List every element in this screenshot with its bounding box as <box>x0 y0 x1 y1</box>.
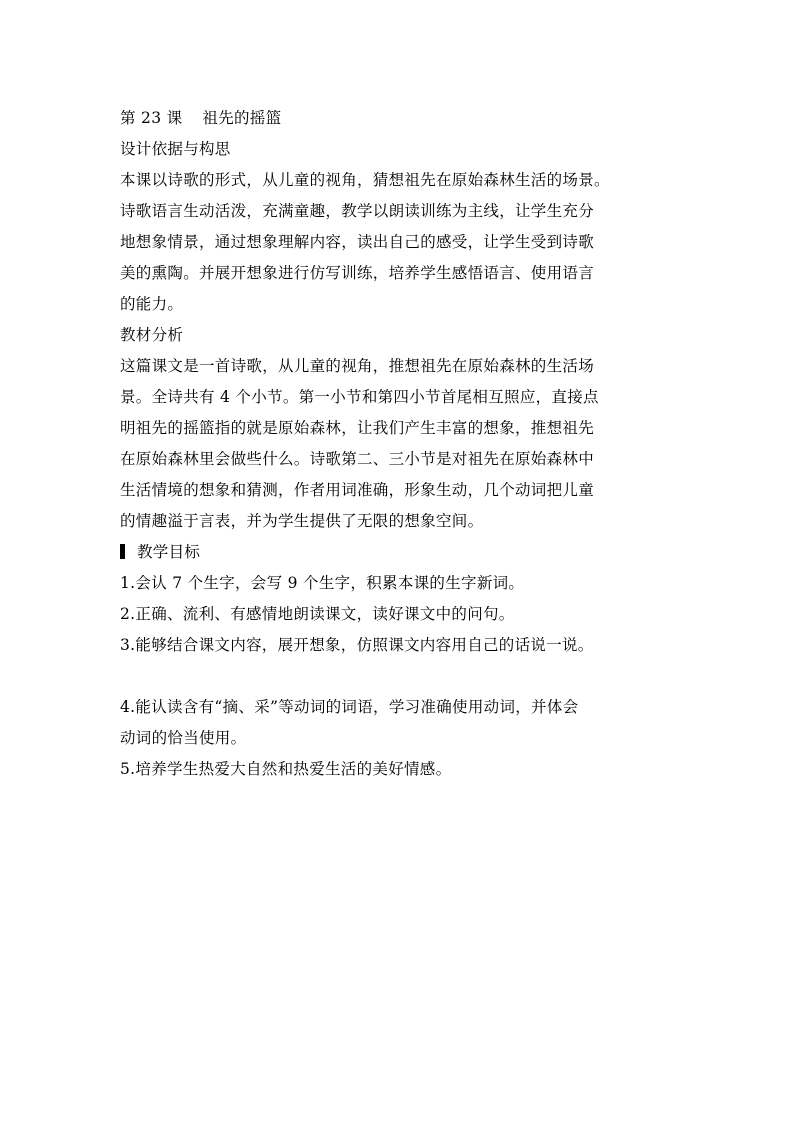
design-paragraph-line: 的能力。 <box>120 295 184 313</box>
analysis-paragraph-line: 生活情境的想象和猜测，作者用词准确，形象生动，几个动词把儿童 <box>120 481 595 499</box>
blank-line <box>120 661 680 692</box>
goal-item: 4.能认读含有“摘、采”等动词的词语，学习准确使用动词，并体会 <box>120 698 579 716</box>
analysis-paragraph-line: 这篇课文是一首诗歌，从儿童的视角，推想祖先在原始森林的生活场 <box>120 357 595 375</box>
design-paragraph-line: 本课以诗歌的形式，从儿童的视角，猜想祖先在原始森林生活的场景。 <box>120 171 610 189</box>
goals-heading-text: 教学目标 <box>137 543 201 561</box>
analysis-paragraph-line: 明祖先的摇篮指的就是原始森林，让我们产生丰富的想象，推想祖先 <box>120 419 595 437</box>
design-paragraph-line: 诗歌语言生动活泼，充满童趣，教学以朗读训练为主线，让学生充分 <box>120 202 595 220</box>
section-heading-analysis: 教材分析 <box>120 326 184 344</box>
design-paragraph-line: 地想象情景，通过想象理解内容，读出自己的感受，让学生受到诗歌 <box>120 233 595 251</box>
lesson-title <box>120 103 680 134</box>
section-heading-design: 设计依据与构思 <box>120 140 231 158</box>
lesson-name: 祖先的摇篮 <box>202 109 282 127</box>
analysis-paragraph-line: 在原始森林里会做些什么。诗歌第二、三小节是对祖先在原始森林中 <box>120 450 595 468</box>
goal-item: 3.能够结合课文内容，展开想象，仿照课文内容用自己的话说一说。 <box>120 636 594 654</box>
analysis-paragraph-line: 景。全诗共有 4 个小节。第一小节和第四小节首尾相互照应，直接点 <box>120 388 599 406</box>
goal-item: 5.培养学生热爱大自然和热爱生活的美好情感。 <box>120 760 452 778</box>
goal-item: 2.正确、流利、有感情地朗读课文，读好课文中的问句。 <box>120 605 515 623</box>
goal-item: 1.会认 7 个生字，会写 9 个生字，积累本课的生字新词。 <box>120 574 525 592</box>
analysis-paragraph-line: 的情趣溢于言表，并为学生提供了无限的想象空间。 <box>120 512 484 530</box>
lesson-number: 第 23 课 <box>120 109 183 127</box>
design-paragraph-line: 美的熏陶。并展开想象进行仿写训练，培养学生感悟语言、使用语言 <box>120 264 595 282</box>
section-heading-goals <box>120 537 680 568</box>
heading-marker-icon <box>120 544 125 559</box>
document-body <box>120 103 680 785</box>
goal-item-continuation: 动词的恰当使用。 <box>120 729 247 747</box>
